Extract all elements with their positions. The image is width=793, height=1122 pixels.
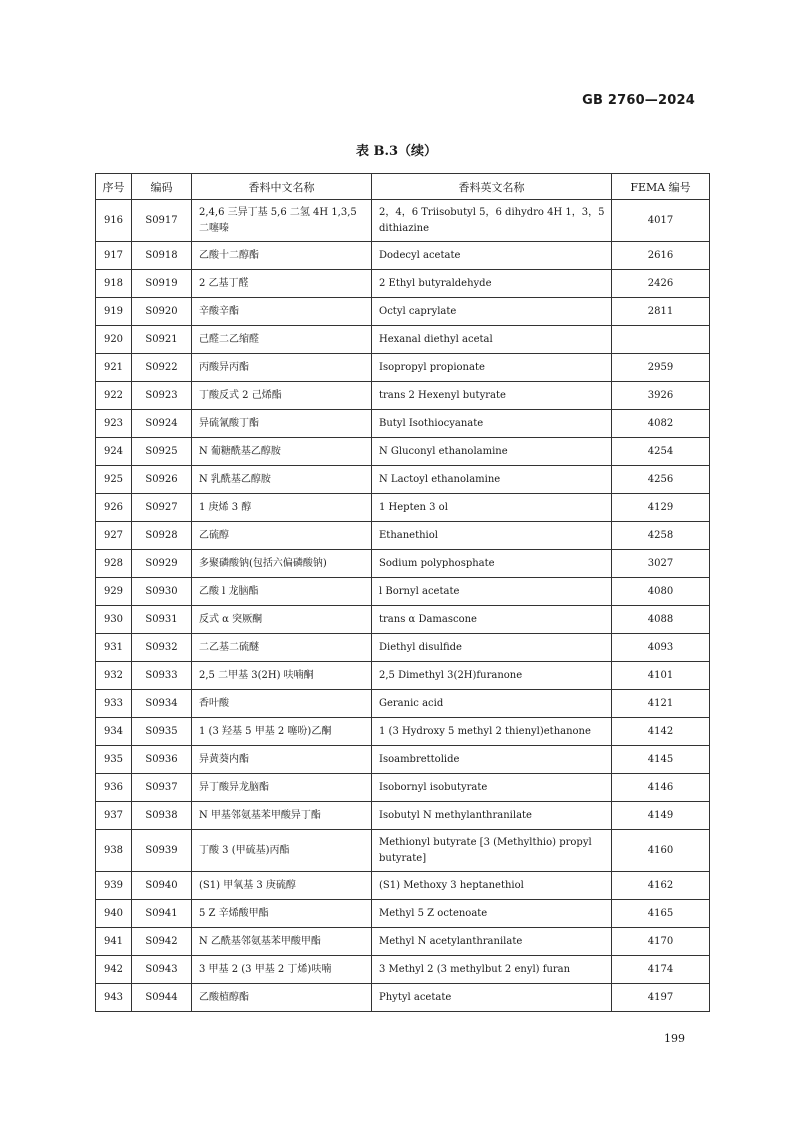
cell-english-name: Butyl Isothiocyanate — [372, 410, 612, 438]
cell-chinese-name: 辛酸辛酯 — [192, 298, 372, 326]
cell-chinese-name: 反式 α 突厥酮 — [192, 606, 372, 634]
table-row — [96, 438, 710, 466]
column-header-code: 编码 — [132, 174, 192, 200]
cell-chinese-name: 己醛二乙缩醛 — [192, 326, 372, 354]
table-row — [96, 956, 710, 984]
cell-code: S0939 — [132, 830, 192, 872]
column-header-no: 序号 — [96, 174, 132, 200]
cell-chinese-name: N 葡糖酰基乙醇胺 — [192, 438, 372, 466]
cell-chinese-name: (S1) 甲氧基 3 庚硫醇 — [192, 872, 372, 900]
cell-serial-no: 939 — [96, 872, 132, 900]
cell-english-name: Ethanethiol — [372, 522, 612, 550]
cell-serial-no: 917 — [96, 242, 132, 270]
cell-serial-no: 920 — [96, 326, 132, 354]
page-number: 199 — [664, 1032, 685, 1045]
cell-serial-no: 921 — [96, 354, 132, 382]
cell-fema-number: 4170 — [612, 928, 710, 956]
cell-fema-number: 4256 — [612, 466, 710, 494]
cell-fema-number: 2959 — [612, 354, 710, 382]
flavor-table — [95, 173, 710, 1012]
cell-english-name: 3 Methyl 2 (3 methylbut 2 enyl) furan — [372, 956, 612, 984]
cell-code: S0920 — [132, 298, 192, 326]
cell-english-name: Methionyl butyrate [3 (Methylthio) propyl butyrate] — [372, 830, 612, 872]
cell-english-name: 1 (3 Hydroxy 5 methyl 2 thienyl)ethanone — [372, 718, 612, 746]
cell-code: S0942 — [132, 928, 192, 956]
cell-chinese-name: 2,5 二甲基 3(2H) 呋喃酮 — [192, 662, 372, 690]
cell-code: S0930 — [132, 578, 192, 606]
cell-english-name: Hexanal diethyl acetal — [372, 326, 612, 354]
cell-code: S0932 — [132, 634, 192, 662]
cell-chinese-name: 3 甲基 2 (3 甲基 2 丁烯)呋喃 — [192, 956, 372, 984]
cell-english-name: Methyl 5 Z octenoate — [372, 900, 612, 928]
cell-chinese-name: 二乙基二硫醚 — [192, 634, 372, 662]
cell-english-name: Phytyl acetate — [372, 984, 612, 1012]
column-header-fema: FEMA 编号 — [612, 174, 710, 200]
cell-code: S0943 — [132, 956, 192, 984]
cell-serial-no: 918 — [96, 270, 132, 298]
table-row — [96, 830, 710, 872]
cell-fema-number: 4174 — [612, 956, 710, 984]
table-title: 表 B.3（续） — [355, 144, 438, 159]
cell-fema-number: 4162 — [612, 872, 710, 900]
cell-code: S0934 — [132, 690, 192, 718]
cell-fema-number: 4088 — [612, 606, 710, 634]
cell-english-name: Dodecyl acetate — [372, 242, 612, 270]
cell-serial-no: 941 — [96, 928, 132, 956]
cell-english-name: Diethyl disulfide — [372, 634, 612, 662]
cell-code: S0941 — [132, 900, 192, 928]
table-row — [96, 718, 710, 746]
cell-serial-no: 923 — [96, 410, 132, 438]
cell-fema-number: 4160 — [612, 830, 710, 872]
cell-serial-no: 942 — [96, 956, 132, 984]
cell-english-name: Sodium polyphosphate — [372, 550, 612, 578]
cell-serial-no: 926 — [96, 494, 132, 522]
cell-code: S0923 — [132, 382, 192, 410]
cell-code: S0922 — [132, 354, 192, 382]
cell-chinese-name: 5 Z 辛烯酸甲酯 — [192, 900, 372, 928]
cell-english-name: Isobutyl N methylanthranilate — [372, 802, 612, 830]
cell-serial-no: 919 — [96, 298, 132, 326]
cell-fema-number: 2426 — [612, 270, 710, 298]
cell-english-name: Octyl caprylate — [372, 298, 612, 326]
cell-english-name: trans 2 Hexenyl butyrate — [372, 382, 612, 410]
table-row — [96, 326, 710, 354]
cell-serial-no: 936 — [96, 774, 132, 802]
cell-code: S0928 — [132, 522, 192, 550]
table-row — [96, 774, 710, 802]
cell-code: S0940 — [132, 872, 192, 900]
cell-serial-no: 929 — [96, 578, 132, 606]
cell-fema-number: 4145 — [612, 746, 710, 774]
cell-code: S0917 — [132, 200, 192, 242]
cell-fema-number: 4258 — [612, 522, 710, 550]
cell-fema-number: 4146 — [612, 774, 710, 802]
cell-chinese-name: 丁酸 3 (甲硫基)丙酯 — [192, 830, 372, 872]
table-row — [96, 242, 710, 270]
cell-serial-no: 935 — [96, 746, 132, 774]
cell-chinese-name: 1 (3 羟基 5 甲基 2 噻吩)乙酮 — [192, 718, 372, 746]
cell-serial-no: 928 — [96, 550, 132, 578]
cell-code: S0921 — [132, 326, 192, 354]
table-row — [96, 634, 710, 662]
cell-english-name: 2，4，6 Triisobutyl 5，6 dihydro 4H 1，3，5 dithiazine — [372, 200, 612, 242]
cell-serial-no: 927 — [96, 522, 132, 550]
table-row — [96, 746, 710, 774]
cell-code: S0938 — [132, 802, 192, 830]
cell-chinese-name: N 乳酰基乙醇胺 — [192, 466, 372, 494]
cell-code: S0926 — [132, 466, 192, 494]
table-row — [96, 522, 710, 550]
cell-serial-no: 938 — [96, 830, 132, 872]
cell-code: S0944 — [132, 984, 192, 1012]
cell-code: S0925 — [132, 438, 192, 466]
cell-fema-number: 4129 — [612, 494, 710, 522]
table-row — [96, 606, 710, 634]
table-row — [96, 928, 710, 956]
table-row — [96, 382, 710, 410]
cell-serial-no: 940 — [96, 900, 132, 928]
table-row — [96, 578, 710, 606]
cell-serial-no: 916 — [96, 200, 132, 242]
table-row — [96, 200, 710, 242]
cell-fema-number: 4197 — [612, 984, 710, 1012]
table-row — [96, 900, 710, 928]
cell-chinese-name: 丁酸反式 2 己烯酯 — [192, 382, 372, 410]
cell-chinese-name: 1 庚烯 3 醇 — [192, 494, 372, 522]
table-row — [96, 466, 710, 494]
table-row — [96, 410, 710, 438]
cell-chinese-name: 多聚磷酸钠(包括六偏磷酸钠) — [192, 550, 372, 578]
cell-fema-number: 4121 — [612, 690, 710, 718]
table-row — [96, 354, 710, 382]
cell-serial-no: 943 — [96, 984, 132, 1012]
table-row — [96, 270, 710, 298]
cell-serial-no: 930 — [96, 606, 132, 634]
cell-chinese-name: 异丁酸异龙脑酯 — [192, 774, 372, 802]
cell-code: S0931 — [132, 606, 192, 634]
table-row — [96, 494, 710, 522]
cell-fema-number: 4254 — [612, 438, 710, 466]
cell-serial-no: 925 — [96, 466, 132, 494]
cell-english-name: Methyl N acetylanthranilate — [372, 928, 612, 956]
cell-english-name: Geranic acid — [372, 690, 612, 718]
cell-chinese-name: 乙酸十二醇酯 — [192, 242, 372, 270]
cell-serial-no: 933 — [96, 690, 132, 718]
cell-serial-no: 932 — [96, 662, 132, 690]
cell-code: S0929 — [132, 550, 192, 578]
cell-english-name: (S1) Methoxy 3 heptanethiol — [372, 872, 612, 900]
cell-code: S0937 — [132, 774, 192, 802]
cell-code: S0935 — [132, 718, 192, 746]
table-row — [96, 550, 710, 578]
standard-number: GB 2760—2024 — [582, 93, 695, 108]
cell-english-name: Isopropyl propionate — [372, 354, 612, 382]
table-row — [96, 298, 710, 326]
cell-serial-no: 922 — [96, 382, 132, 410]
cell-fema-number: 4080 — [612, 578, 710, 606]
cell-fema-number: 4165 — [612, 900, 710, 928]
cell-fema-number: 4017 — [612, 200, 710, 242]
cell-english-name: l Bornyl acetate — [372, 578, 612, 606]
cell-chinese-name: 乙硫醇 — [192, 522, 372, 550]
cell-code: S0933 — [132, 662, 192, 690]
table-row — [96, 872, 710, 900]
cell-code: S0936 — [132, 746, 192, 774]
cell-chinese-name: 香叶酸 — [192, 690, 372, 718]
column-header-chinese-name: 香料中文名称 — [192, 174, 372, 200]
cell-english-name: Isoambrettolide — [372, 746, 612, 774]
cell-fema-number: 4101 — [612, 662, 710, 690]
cell-code: S0918 — [132, 242, 192, 270]
cell-code: S0919 — [132, 270, 192, 298]
cell-chinese-name: N 乙酰基邻氨基苯甲酸甲酯 — [192, 928, 372, 956]
cell-english-name: 2,5 Dimethyl 3(2H)furanone — [372, 662, 612, 690]
cell-english-name: N Lactoyl ethanolamine — [372, 466, 612, 494]
cell-english-name: 1 Hepten 3 ol — [372, 494, 612, 522]
cell-fema-number: 4082 — [612, 410, 710, 438]
table-header-row — [96, 174, 710, 200]
cell-fema-number: 2811 — [612, 298, 710, 326]
cell-english-name: N Gluconyl ethanolamine — [372, 438, 612, 466]
table-row — [96, 802, 710, 830]
cell-chinese-name: 2 乙基丁醛 — [192, 270, 372, 298]
cell-fema-number: 4149 — [612, 802, 710, 830]
cell-serial-no: 931 — [96, 634, 132, 662]
cell-fema-number: 3027 — [612, 550, 710, 578]
cell-chinese-name: 异硫氰酸丁酯 — [192, 410, 372, 438]
cell-fema-number — [612, 326, 710, 354]
cell-fema-number: 3926 — [612, 382, 710, 410]
cell-chinese-name: 乙酸植醇酯 — [192, 984, 372, 1012]
cell-fema-number: 4093 — [612, 634, 710, 662]
table-row — [96, 690, 710, 718]
cell-chinese-name: N 甲基邻氨基苯甲酸异丁酯 — [192, 802, 372, 830]
cell-fema-number: 2616 — [612, 242, 710, 270]
cell-chinese-name: 丙酸异丙酯 — [192, 354, 372, 382]
cell-code: S0927 — [132, 494, 192, 522]
cell-english-name: 2 Ethyl butyraldehyde — [372, 270, 612, 298]
table-row — [96, 662, 710, 690]
cell-serial-no: 934 — [96, 718, 132, 746]
cell-serial-no: 937 — [96, 802, 132, 830]
column-header-english-name: 香料英文名称 — [372, 174, 612, 200]
cell-fema-number: 4142 — [612, 718, 710, 746]
cell-chinese-name: 2,4,6 三异丁基 5,6 二氢 4H 1,3,5 二噻嗪 — [192, 200, 372, 242]
cell-chinese-name: 乙酸 l 龙脑酯 — [192, 578, 372, 606]
cell-chinese-name: 异黄葵内酯 — [192, 746, 372, 774]
table-row — [96, 984, 710, 1012]
cell-english-name: Isobornyl isobutyrate — [372, 774, 612, 802]
cell-code: S0924 — [132, 410, 192, 438]
cell-english-name: trans α Damascone — [372, 606, 612, 634]
cell-serial-no: 924 — [96, 438, 132, 466]
